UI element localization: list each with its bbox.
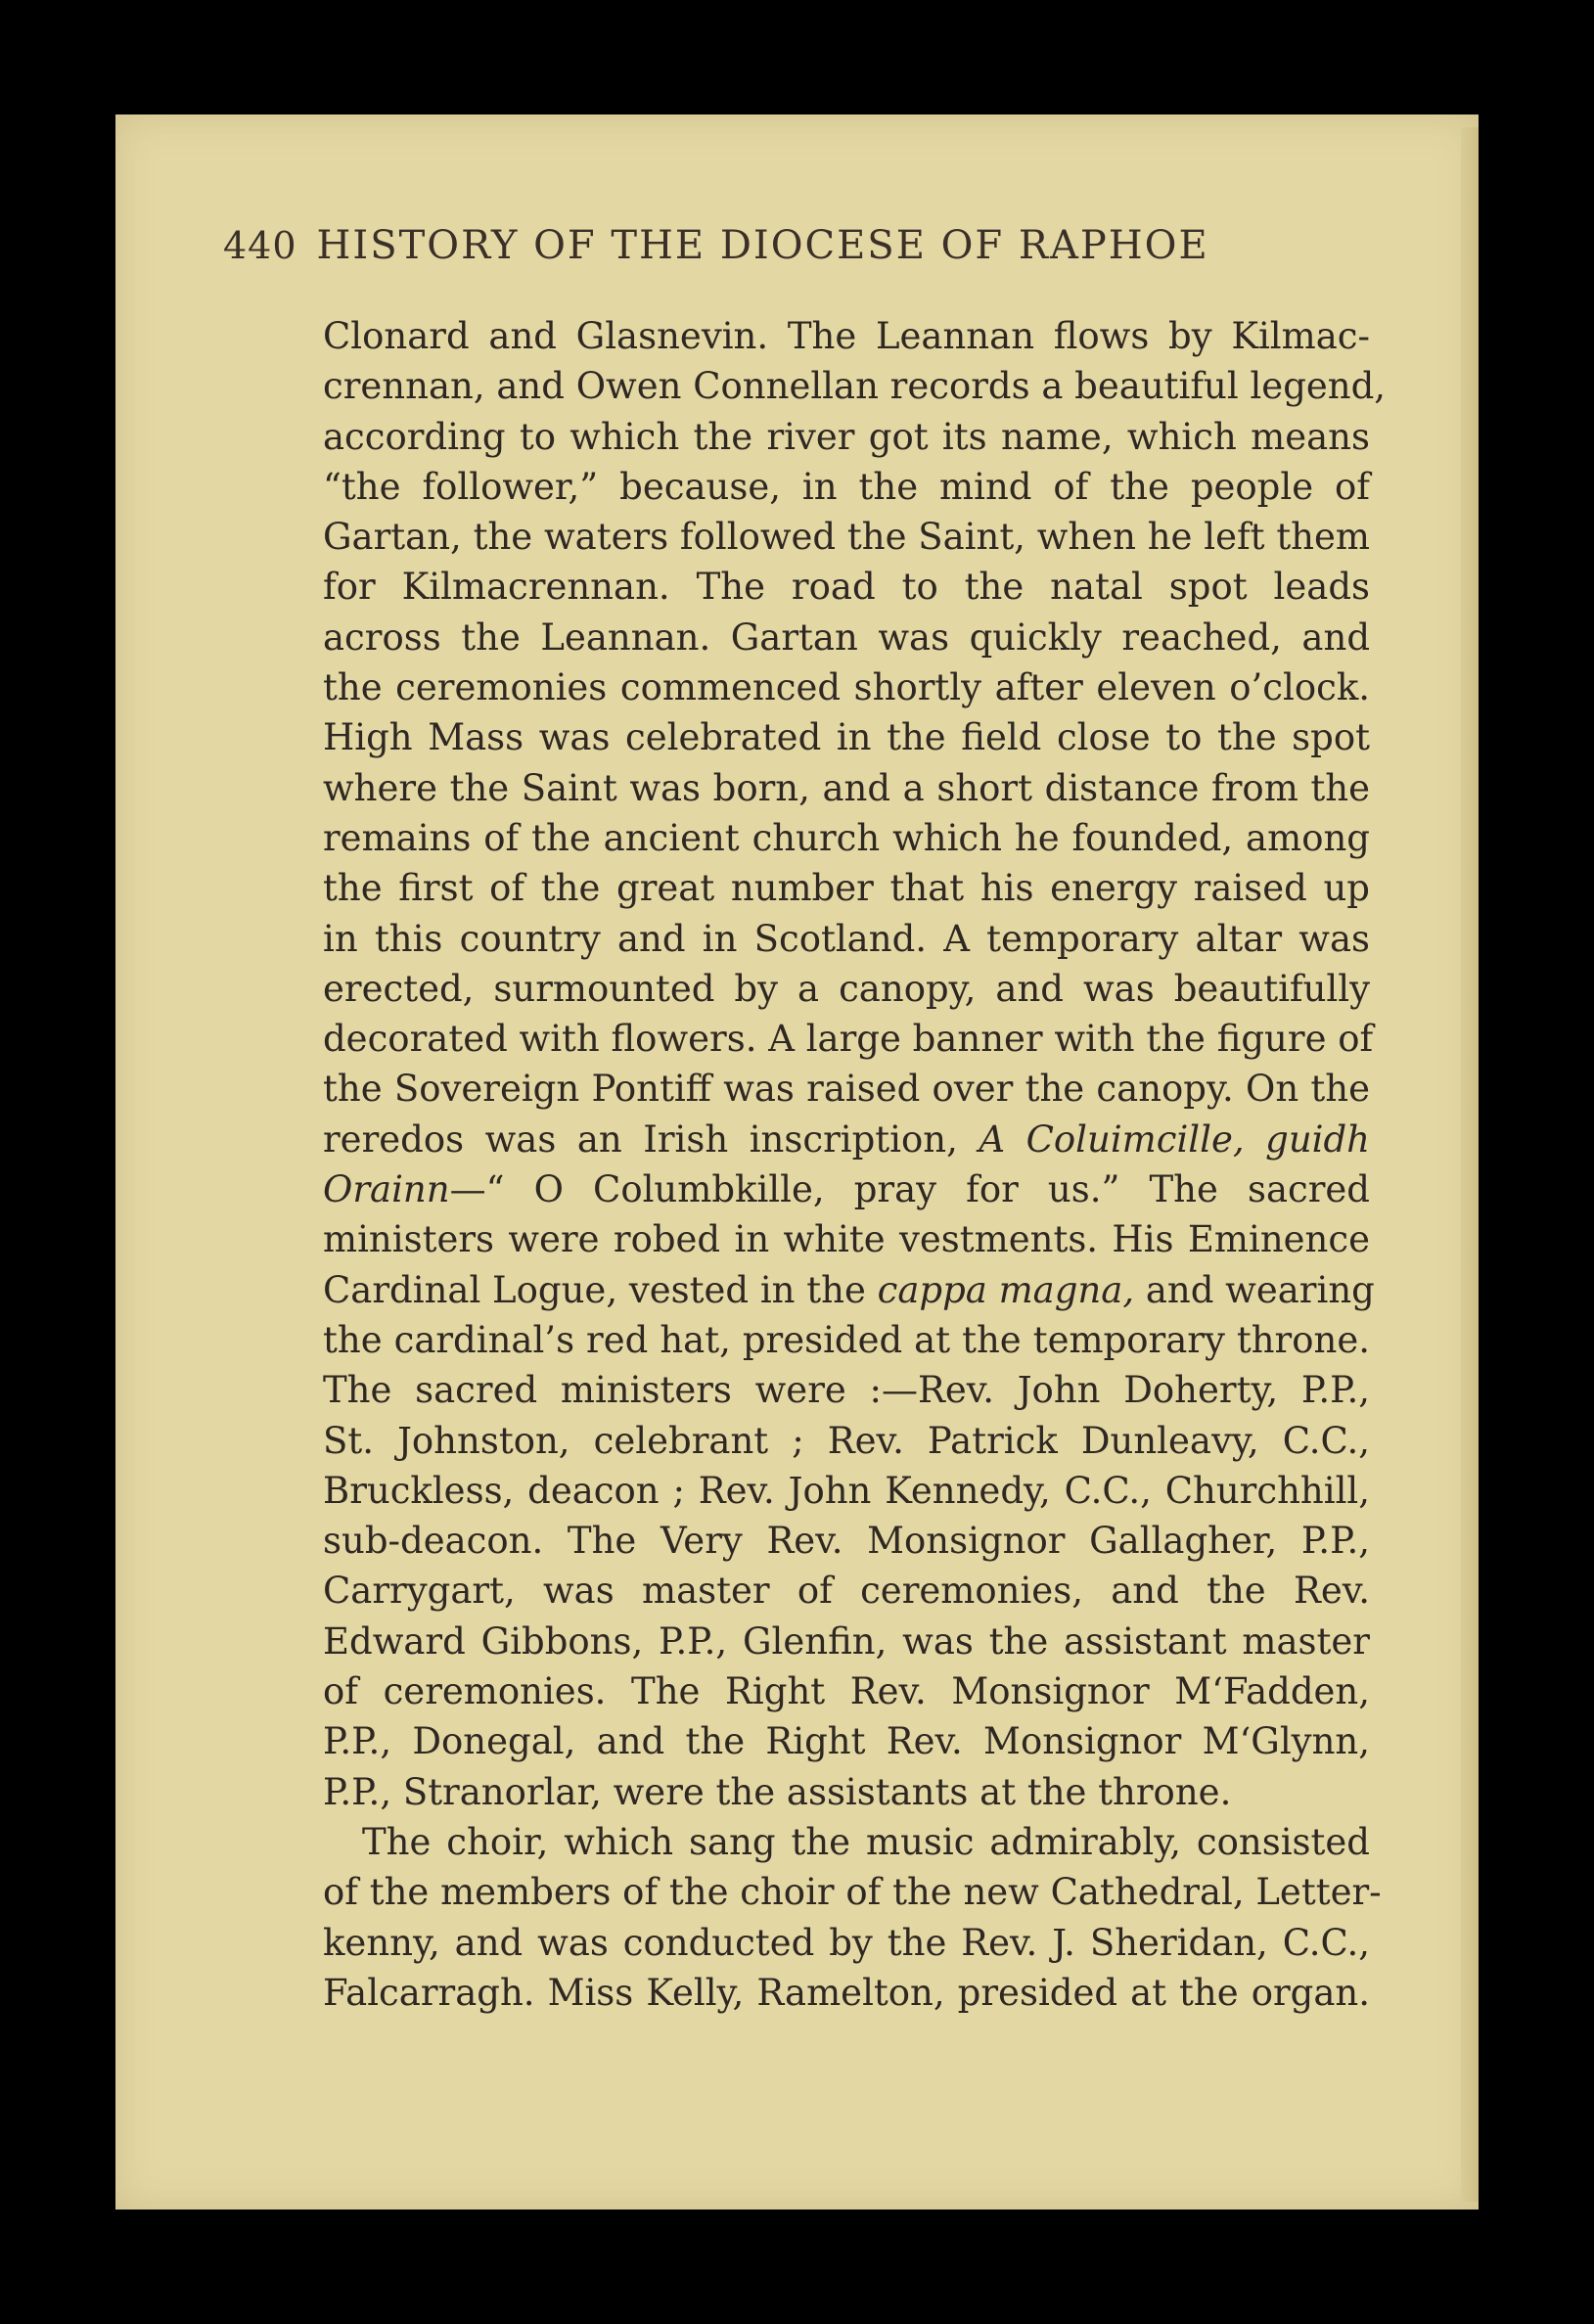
cappa-magna: cappa magna, (877, 1268, 1135, 1311)
running-title: HISTORY OF THE DIOCESE OF RAPHOE (316, 223, 1209, 268)
paragraph-1 (323, 311, 1387, 1817)
text-line: the Sovereign Pontiff was raised over the canopy. On the (323, 1068, 1370, 1111)
text-line: decorated with flowers. A large banner with the figure of (323, 1018, 1374, 1061)
irish-inscription-cont: Orainn (323, 1168, 450, 1211)
text-line: the cardinal’s red hat, presided at the temporary throne. (323, 1318, 1370, 1361)
text-line: the first of the great number that his energy raised up (323, 867, 1370, 910)
text-line: ministers were robed in white vestments. His Eminence (323, 1218, 1370, 1261)
text-line: Carrygart, was master of ceremonies, and the Rev. (323, 1570, 1370, 1613)
text-line: High Mass was celebrated in the field close to the spot (323, 716, 1370, 759)
text-line: St. Johnston, celebrant ; Rev. Patrick Dunleavy, C.C., (323, 1419, 1370, 1462)
text-line: P.P., Stranorlar, were the assistants at the throne. (323, 1770, 1232, 1813)
text-line: Bruckless, deacon ; Rev. John Kennedy, C.C., Churchhill, (323, 1469, 1370, 1512)
text-line: Falcarragh. Miss Kelly, Ramelton, presided at the organ. (323, 1971, 1370, 2014)
text-line: P.P., Donegal, and the Right Rev. Monsignor M‘Glynn, (323, 1720, 1370, 1763)
cappa-outro: and wearing (1145, 1268, 1375, 1311)
inscription-intro: reredos was an Irish inscription, (323, 1117, 958, 1161)
text-line: sub-deacon. The Very Rev. Monsignor Gallagher, P.P., (323, 1520, 1370, 1563)
text-line-cappa (323, 1265, 1375, 1315)
text-line: Edward Gibbons, P.P., Glenfin, was the assistant master (323, 1619, 1370, 1663)
text-line: Clonard and Glasnevin. The Leannan flows by Kilmac- (323, 315, 1370, 357)
irish-inscription: A Coluimcille, guidh (979, 1117, 1370, 1161)
text-line: erected, surmounted by a canopy, and was beautifully (323, 967, 1370, 1010)
text-line: in this country and in Scotland. A temporary altar was (323, 917, 1370, 960)
text-line: of ceremonies. The Right Rev. Monsignor M‘Fadden, (323, 1670, 1370, 1713)
text-line: where the Saint was born, and a short distance from the (323, 766, 1370, 809)
text-line: Gartan, the waters followed the Saint, when he left them (323, 516, 1370, 559)
text-line-inscription-cont (323, 1164, 1370, 1214)
text-line: according to which the river got its name, which means (323, 415, 1370, 458)
page-header (223, 223, 1329, 268)
page-edge (1461, 127, 1479, 2202)
body-text (323, 311, 1387, 2018)
text-line: The choir, which sang the music admirably, consisted (362, 1820, 1370, 1863)
page-number: 440 (223, 224, 297, 267)
text-line: The sacred ministers were :—Rev. John Doherty, P.P., (323, 1369, 1370, 1412)
text-line: across the Leannan. Gartan was quickly reached, and (323, 615, 1370, 659)
text-line: kenny, and was conducted by the Rev. J. Sheridan, C.C., (323, 1921, 1370, 1964)
text-line: of the members of the choir of the new Cathedral, Letter- (323, 1871, 1382, 1914)
text-line: the ceremonies commenced shortly after eleven o’clock. (323, 666, 1370, 709)
cappa-intro: Cardinal Logue, vested in the (323, 1268, 866, 1311)
text-line: “the follower,” because, in the mind of the people of (323, 465, 1370, 508)
text-line: for Kilmacrennan. The road to the natal spot leads (323, 566, 1370, 609)
inscription-translation: —“ O Columbkille, pray for us.” The sacred (449, 1168, 1370, 1211)
text-line: crennan, and Owen Connellan records a beautiful legend, (323, 365, 1387, 408)
text-line-inscription (323, 1115, 1370, 1164)
paragraph-2 (323, 1817, 1382, 2018)
text-line: remains of the ancient church which he founded, among (323, 816, 1370, 859)
